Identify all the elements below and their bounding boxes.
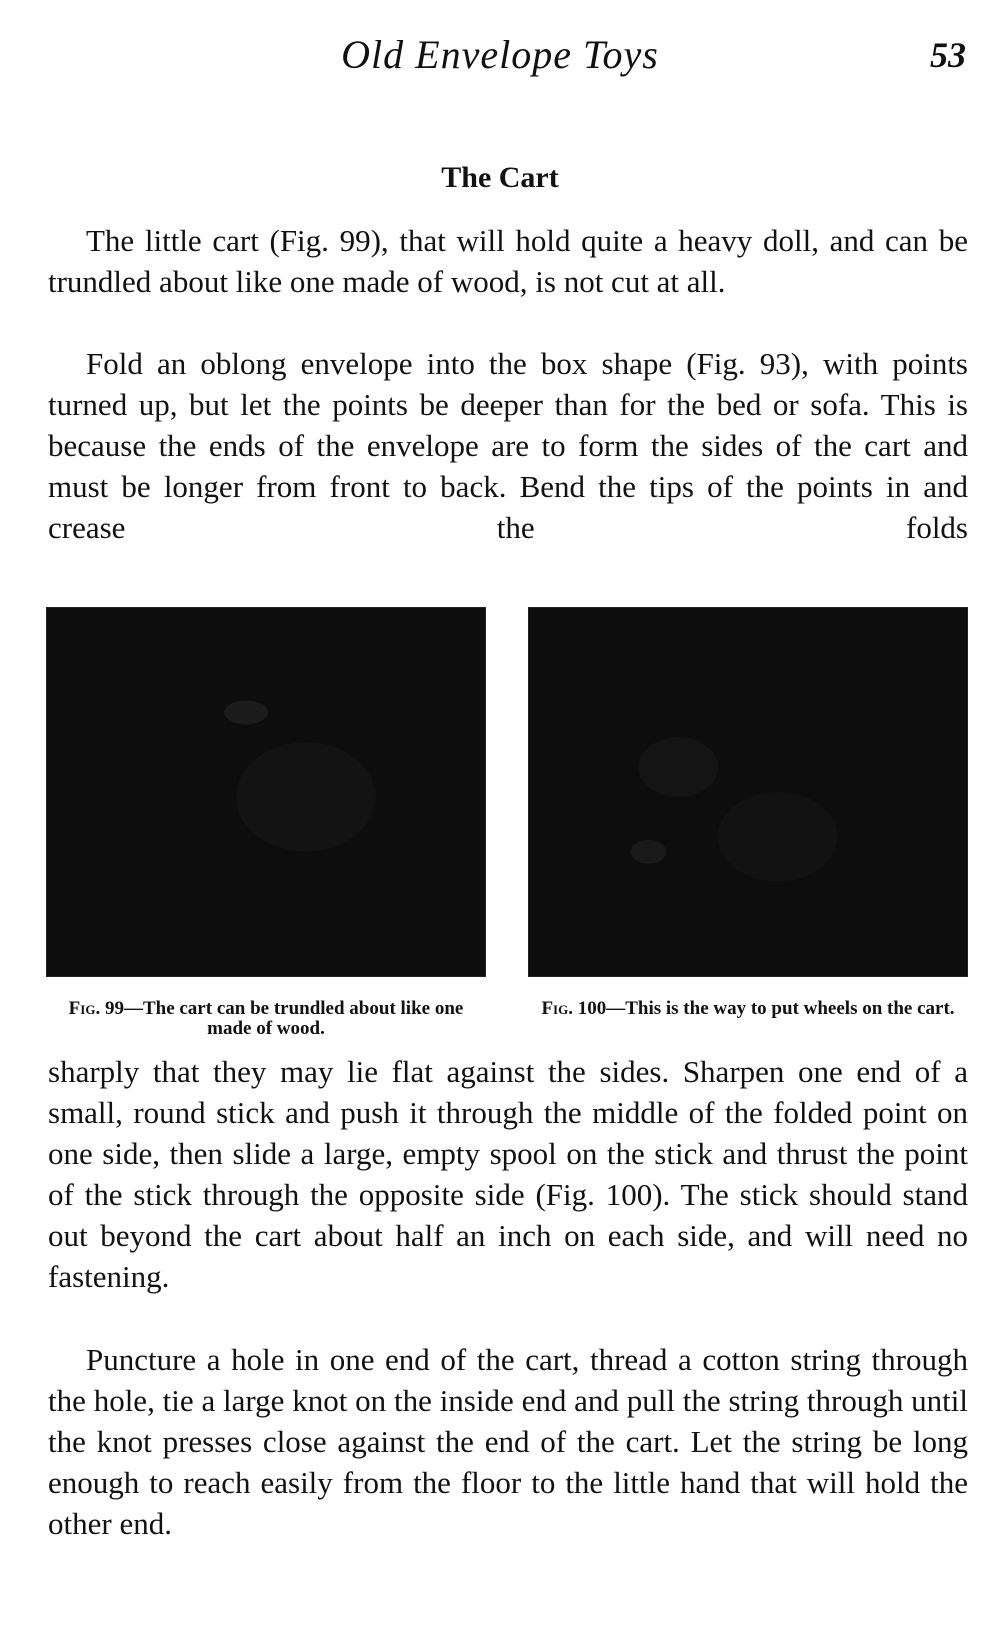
figure-100-caption-text: —This is the way to put wheels on the cart. [606,998,955,1019]
paragraph-spool-axle: sharply that they may lie flat against the sides. Sharpen one end of a small, round stick and push it through the middle of the folded point on one side, then slide a large, empty spool on the stick and thrust the point of the stick through the opposite side (Fig. 100). The stick should stand out beyond the cart about half an inch on each side, and will need no fastening. [48,1054,968,1294]
figure-99 [46,607,486,1039]
figure-99-caption-text: —The cart can be trundled about like one made of wood. [123,998,464,1039]
figure-99-label: Fig. 99 [68,998,124,1019]
figure-100-label: Fig. 100 [541,998,607,1019]
figure-100-photo [528,607,968,977]
paragraph-string: Puncture a hole in one end of the cart, thread a cotton string through the hole, tie a large knot on the inside end and pull the string through until the knot presses close against the end of the cart. Let the string be long enough to reach easily from the floor to the little hand that will hold the other end. [48,1342,968,1541]
section-heading: The Cart [441,161,559,194]
figure-99-photo [46,607,486,977]
paragraph-intro: The little cart (Fig. 99), that will hold quite a heavy doll, and can be trundled about like one made of wood, is not cut at all. [48,223,968,299]
page-number: 53 [930,35,966,75]
figure-100-caption [528,999,968,1019]
paragraph-fold-envelope: Fold an oblong envelope into the box shape (Fig. 93), with points turned up, but let the points be deeper than for the bed or sofa. This is because the ends of the envelope are to form the sides of the cart and must be longer from front to back. Bend the tips of the points in and crease the folds [48,346,968,545]
figure-99-caption [46,999,486,1039]
running-title: Old Envelope Toys [341,32,659,77]
figure-100 [528,607,968,1019]
running-head [0,30,1000,80]
